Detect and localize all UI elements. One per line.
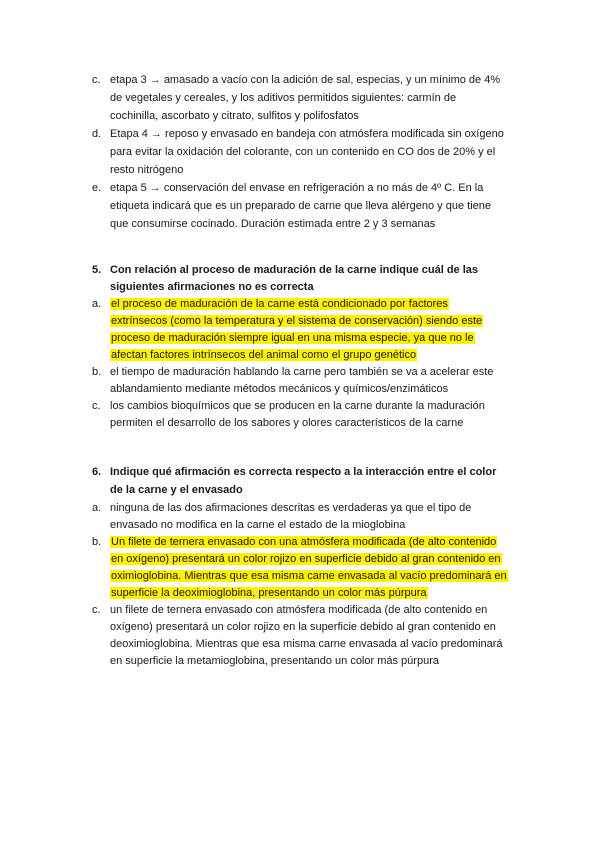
option-marker: d. <box>92 128 102 140</box>
question-number: 5. <box>92 264 102 276</box>
option-text-line: ablandamiento mediante métodos mecánicos y químicos/enzimáticos <box>110 383 449 395</box>
option-marker: b. <box>92 536 102 548</box>
highlighted-text-line: Un filete de ternera envasado con una atmósfera modificada (de alto contenido <box>111 536 497 548</box>
option-text-line: oxígeno) presentará un color rojizo en la superficie debido al gran contenido en <box>110 621 496 633</box>
option-text-line: permiten el desarrollo de los sabores y olores característicos de la carne <box>110 417 464 429</box>
highlighted-text-line: proceso de maduración siempre igual en una misma especie, ya que no le <box>111 332 474 344</box>
option-text-line: resto nitrógeno <box>110 164 184 176</box>
option-marker: c. <box>92 74 101 86</box>
option-marker: e. <box>92 182 102 194</box>
option-marker: c. <box>92 400 101 412</box>
highlighted-text-line: oximioglobina. Mientras que esa misma carne envasada al vacío predominará en <box>111 570 507 582</box>
question-title-line: siguientes afirmaciones no es correcta <box>110 281 314 293</box>
option-text-line: deoximioglobina. Mientras que esa misma carne envasada al vacío predominará <box>110 638 503 650</box>
option-text-line: para evitar la oxidación del colorante, con un contenido en CO dos de 20% y el <box>110 146 496 158</box>
option-text-line: en superficie la metamioglobina, presentando un color más púrpura <box>110 655 439 667</box>
option-text-line: los cambios bioquímicos que se producen en la carne durante la maduración <box>110 400 485 412</box>
highlighted-text-line: extrínsecos (como la temperatura y el sistema de conservación) siendo este <box>111 315 483 327</box>
option-text-line: Etapa 4 → reposo y envasado en bandeja con atmósfera modificada sin oxígeno <box>110 128 504 140</box>
highlighted-text-line: afectan factores intrínsecos del animal como el grupo genético <box>111 349 417 361</box>
option-text-line: envasado no modifica en la carne el estado de la mioglobina <box>110 519 406 531</box>
question-title-line: de la carne y el envasado <box>110 484 243 496</box>
option-text-line: el tiempo de maduración hablando la carne pero también se va a acelerar este <box>110 366 494 378</box>
highlighted-text-line: superficie la deoximioglobina, presentando un color más púrpura <box>111 587 427 599</box>
option-text-line: etiqueta indicará que es un preparado de carne que lleva alérgeno y que tiene <box>110 200 491 212</box>
option-text-line: que consumirse cocinado. Duración estimada entre 2 y 3 semanas <box>110 218 436 230</box>
highlighted-text-line: en oxígeno) presentará un color rojizo en superficie debido al gran contenido en <box>111 553 501 565</box>
question-title-line: Indique qué afirmación es correcta respecto a la interacción entre el color <box>110 466 497 478</box>
option-marker: b. <box>92 366 102 378</box>
question-number: 6. <box>92 466 102 478</box>
option-text-line: cochinilla, ascorbato y citrato, sulfitos y polifosfatos <box>110 110 359 122</box>
option-marker: c. <box>92 604 101 616</box>
highlighted-text-line: el proceso de maduración de la carne está condicionado por factores <box>111 298 448 310</box>
option-text-line: un filete de ternera envasado con atmósfera modificada (de alto contenido en <box>110 604 488 616</box>
option-text-line: etapa 5 → conservación del envase en refrigeración a no más de 4º C. En la <box>110 182 484 194</box>
option-marker: a. <box>92 298 102 310</box>
option-text-line: etapa 3 → amasado a vacío con la adición de sal, especias, y un mínimo de 4% <box>110 74 501 86</box>
option-text-line: de vegetales y cereales, y los aditivos permitidos siguientes: carmín de <box>110 92 457 104</box>
question-title-line: Con relación al proceso de maduración de la carne indique cuál de las <box>110 264 479 276</box>
option-marker: a. <box>92 502 102 514</box>
option-text-line: ninguna de las dos afirmaciones descritas es verdaderas ya que el tipo de <box>110 502 472 514</box>
